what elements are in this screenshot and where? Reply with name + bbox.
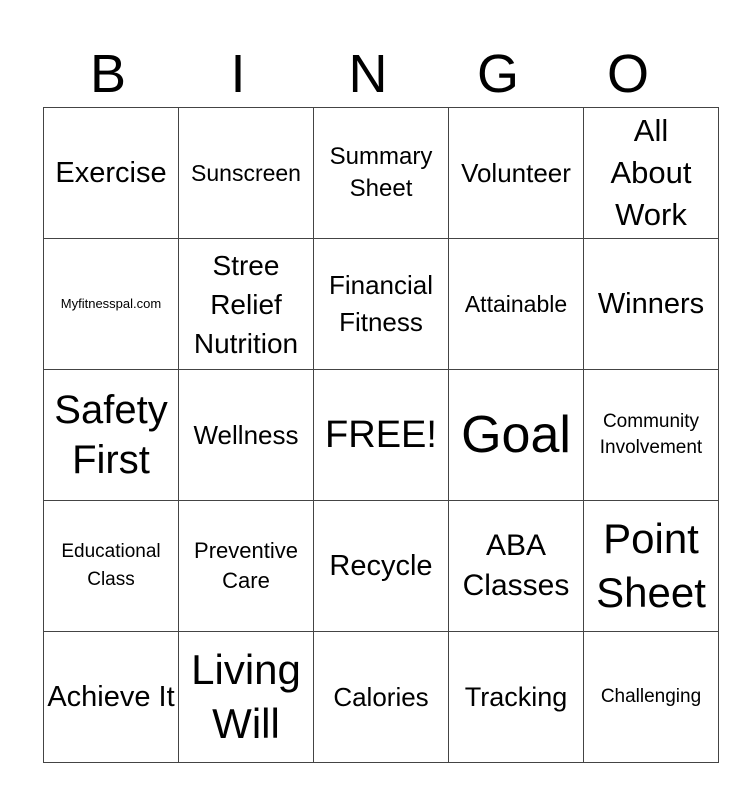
cell-text: Winners [597, 288, 705, 320]
grid-row [44, 239, 719, 370]
cell-text: Goal [461, 406, 571, 464]
cell-text: Stree Relief Nutrition [193, 249, 299, 359]
cell-text: Sunscreen [191, 160, 301, 186]
header-letter-i: I [230, 44, 246, 104]
cell-text: ABA Classes [462, 529, 570, 602]
cell-text: Challenging [600, 686, 702, 707]
grid-cell [449, 632, 584, 763]
grid-cell [584, 632, 719, 763]
grid-row [44, 108, 719, 239]
cell-text: Calories [333, 682, 429, 712]
cell-text: Financial Fitness [328, 270, 434, 337]
cell-text: Summary Sheet [329, 143, 433, 202]
grid-cell [179, 501, 314, 632]
cell-text: Living Will [191, 646, 301, 747]
cell-text: FREE! [325, 414, 437, 456]
cell-text: Community Involvement [599, 411, 703, 458]
cell-text: Point Sheet [596, 515, 706, 616]
bingo-card-grid [43, 107, 719, 763]
header-letter-n: N [348, 44, 388, 104]
cell-text: Exercise [55, 157, 167, 189]
cell-text: Preventive Care [194, 538, 298, 593]
grid-cell [179, 108, 314, 239]
cell-text: Myfitnesspal.com [60, 296, 162, 311]
grid-row [44, 370, 719, 501]
header-letter-g: G [476, 44, 519, 104]
cell-text: All About Work [610, 113, 692, 232]
grid-cell [314, 370, 449, 501]
grid-cell [44, 239, 179, 370]
grid-cell [449, 239, 584, 370]
grid-cell [314, 501, 449, 632]
cell-text: Recycle [329, 550, 433, 582]
grid-cell [44, 108, 179, 239]
grid-row [44, 501, 719, 632]
grid-cell [314, 239, 449, 370]
grid-row [44, 632, 719, 763]
cell-text: Achieve It [47, 680, 175, 713]
cell-text: Safety First [54, 388, 168, 482]
grid-cell [314, 632, 449, 763]
grid-cell [44, 370, 179, 501]
grid-cell [584, 239, 719, 370]
grid-cell [584, 370, 719, 501]
cell-text: Wellness [193, 420, 299, 450]
grid-cell [314, 108, 449, 239]
cell-text: Tracking [464, 682, 568, 712]
grid-cell [449, 370, 584, 501]
grid-cell [584, 108, 719, 239]
grid-cell [449, 501, 584, 632]
cell-text: Educational Class [61, 541, 161, 590]
header-letter-o: O [606, 44, 649, 104]
bingo-header [43, 40, 693, 108]
cell-text: Attainable [464, 291, 568, 317]
grid-cell [179, 239, 314, 370]
cell-text: Volunteer [461, 158, 571, 188]
grid-cell [44, 632, 179, 763]
header-letter-b: B [89, 44, 127, 104]
grid-cell [179, 632, 314, 763]
grid-cell [584, 501, 719, 632]
grid-cell [179, 370, 314, 501]
grid-cell [449, 108, 584, 239]
grid-cell [44, 501, 179, 632]
